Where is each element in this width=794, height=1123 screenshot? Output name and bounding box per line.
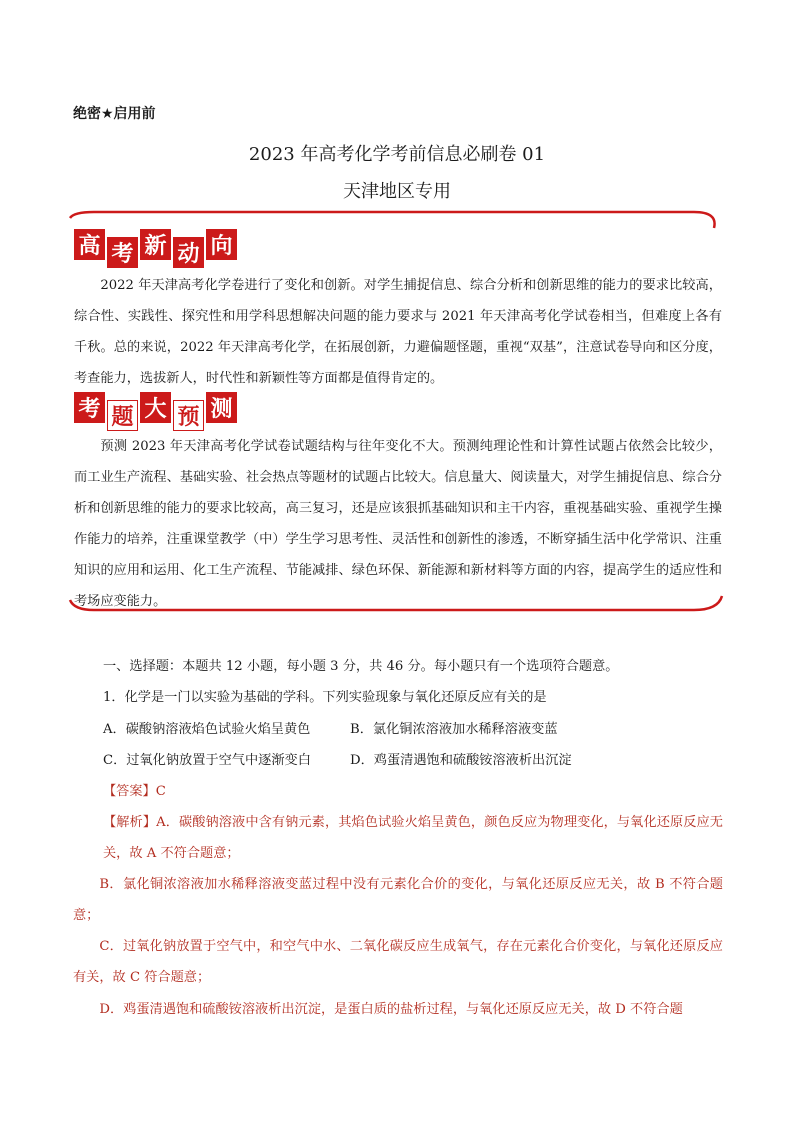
badge-char: 高 bbox=[74, 229, 105, 260]
analysis-b: B．氯化铜浓溶液加水稀释溶液变蓝过程中没有元素化合价的变化，与氧化还原反应无关，故 B 不符合题意； bbox=[73, 877, 723, 923]
analysis-a-text: A．碳酸钠溶液中含有钠元素，其焰色试验火焰呈黄色，颜色反应为物理变化，与氧化还原反应无关，故 A 不符合题意； bbox=[103, 815, 723, 861]
badge-char: 题 bbox=[107, 400, 138, 431]
answer-label: 【答案】C bbox=[103, 784, 166, 799]
option-a: A．碳酸钠溶液焰色试验火焰呈黄色 bbox=[103, 722, 311, 737]
badge-char: 动 bbox=[173, 237, 204, 268]
option-b: B．氯化铜浓溶液加水稀释溶液变蓝 bbox=[350, 722, 558, 737]
question-options bbox=[103, 714, 723, 776]
badge-char: 向 bbox=[206, 229, 237, 260]
forecast-paragraph: 预测 2023 年天津高考化学试卷试题结构与往年变化不大。预测纯理论性和计算性试题占依然会比较少，而工业生产流程、基础实验、社会热点等题材的试题占比较大。信息量大、阅读量大，对学生捕捉信息、综合分析和创新思维的能力的要求比较高，高三复习，还是应该狠抓基础知识和主干内容，重视基础实验、重视学生操作能力的培养，注重课堂教学（中）学生学习思考性、灵活性和创新性的渗透，不断穿插生活中化学常识、注重知识的应用和运用、化工生产流程、节能减排、绿色环保、新能源和新材料等方面的内容，提高学生的适应性和考场应变能力。 bbox=[74, 439, 722, 609]
badge-char: 大 bbox=[140, 392, 171, 423]
question-stem: 1．化学是一门以实验为基础的学科。下列实验现象与氧化还原反应有关的是 bbox=[103, 690, 547, 705]
badge-forecast bbox=[74, 396, 239, 431]
option-c: C．过氧化钠放置于空气中逐渐变白 bbox=[103, 753, 311, 768]
option-d: D．鸡蛋清遇饱和硫酸铵溶液析出沉淀 bbox=[350, 753, 572, 768]
badge-char: 预 bbox=[173, 400, 204, 431]
page-title: 2023 年高考化学考前信息必刷卷 01 bbox=[248, 144, 546, 165]
page-subtitle: 天津地区专用 bbox=[343, 181, 451, 202]
badge-trend bbox=[74, 233, 239, 268]
trend-paragraph: 2022 年天津高考化学卷进行了变化和创新。对学生捕捉信息、综合分析和创新思维的能力的要求比较高，综合性、实践性、探究性和用学科思想解决问题的能力要求与 2021 年天津高考化学试卷相当，但难度上各有千秋。总的来说，2022 年天津高考化学，在拓展创新，力避偏题怪题，重视“双基”，注意试卷导向和区分度，考查能力，选拔新人，时代性和新颖性等方面都是值得肯定的。 bbox=[74, 278, 722, 386]
badge-char: 考 bbox=[107, 237, 138, 268]
secret-label: 绝密★启用前 bbox=[73, 106, 156, 122]
badge-char: 新 bbox=[140, 229, 171, 260]
analysis-label: 【解析】 bbox=[103, 815, 157, 830]
badge-char: 考 bbox=[74, 392, 105, 423]
analysis-a bbox=[73, 807, 723, 869]
badge-char: 测 bbox=[206, 392, 237, 423]
analysis-d: D．鸡蛋清遇饱和硫酸铵溶液析出沉淀，是蛋白质的盐析过程，与氧化还原反应无关，故 D 不符合题 bbox=[99, 1002, 683, 1017]
section-heading: 一、选择题：本题共 12 小题，每小题 3 分，共 46 分。每小题只有一个选项符合题意。 bbox=[103, 659, 619, 674]
analysis-c: C．过氧化钠放置于空气中，和空气中水、二氧化碳反应生成氧气，存在元素化合价变化，与氧化还原反应有关，故 C 符合题意； bbox=[73, 939, 723, 985]
